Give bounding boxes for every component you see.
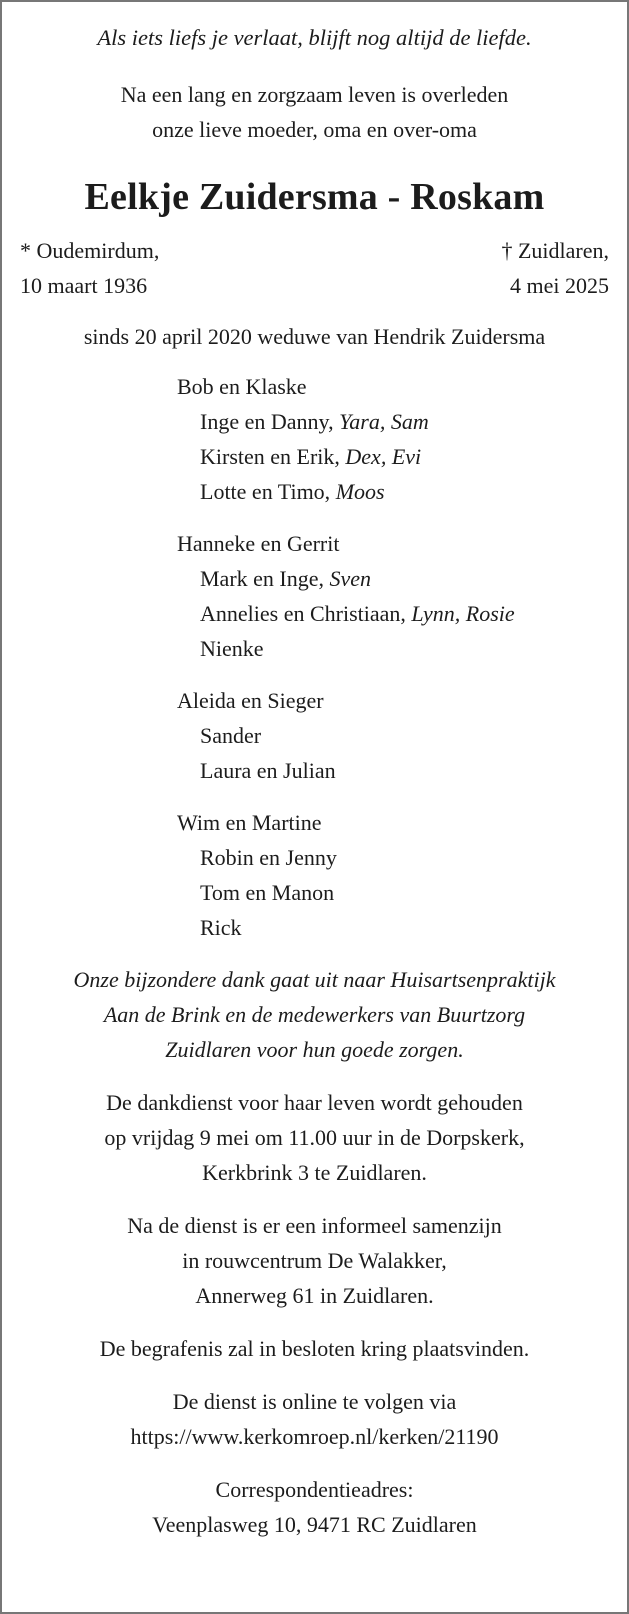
correspondence-address: Veenplasweg 10, 9471 RC Zuidlaren [152,1512,477,1537]
gathering-line: in rouwcentrum De Walakker, [182,1248,447,1273]
family-parents: Hanneke en Gerrit [177,531,340,556]
grandchildren-names: Dex, Evi [345,444,422,469]
thanks-line: Aan de Brink en de medewerkers van Buurtzorg [103,1002,526,1027]
intro-text [2,77,627,147]
intro-line: Na een lang en zorgzaam leven is overleden [120,82,509,107]
death-place: † Zuidlaren, [501,238,609,263]
family-child [177,840,627,875]
child-names: Kirsten en Erik, [200,444,346,469]
child-names: Rick [200,915,242,940]
child-names: Mark en Inge, [200,566,330,591]
death-date: 4 mei 2025 [510,273,609,298]
child-names: Lotte en Timo, [200,479,336,504]
family-group [177,526,627,666]
child-names: Nienke [200,636,264,661]
child-names: Annelies en Christiaan, [200,601,412,626]
grandchildren-names: Yara, Sam [339,409,429,434]
online-info [2,1384,627,1454]
family-child [177,753,627,788]
birth-date: 10 maart 1936 [20,273,148,298]
family-parents: Bob en Klaske [177,374,307,399]
grandchildren-names: Lynn, Rosie [411,601,515,626]
widow-line: sinds 20 april 2020 weduwe van Hendrik Zuidersma [83,324,546,349]
gathering-info [2,1208,627,1313]
life-dates [2,233,627,303]
service-info [2,1085,627,1190]
child-names: Laura en Julian [200,758,336,783]
family-child [177,875,627,910]
correspondence-info [2,1472,627,1542]
family-child [177,631,627,666]
intro-line: onze lieve moeder, oma en over-oma [152,117,477,142]
family-child [177,718,627,753]
family-child [177,474,627,509]
grandchildren-names: Moos [335,479,385,504]
service-line: De dankdienst voor haar leven wordt gehouden [106,1090,523,1115]
online-url: https://www.kerkomroep.nl/kerken/21190 [130,1424,499,1449]
thanks-line: Onze bijzondere dank gaat uit naar Huisartsenpraktijk [73,967,556,992]
motto: Als iets liefs je verlaat, blijft nog altijd de liefde. [97,25,532,50]
correspondence-label: Correspondentieadres: [215,1477,414,1502]
gathering-line: Na de dienst is er een informeel samenzijn [127,1213,502,1238]
birth-place: * Oudemirdum, [20,238,160,263]
child-names: Tom en Manon [200,880,335,905]
family-child [177,561,627,596]
birth-info [20,233,159,303]
deceased-name: Eelkje Zuidersma - Roskam [84,176,545,218]
child-names: Inge en Danny, [200,409,340,434]
family-parents: Aleida en Sieger [177,688,324,713]
child-names: Sander [200,723,262,748]
child-names: Robin en Jenny [200,845,337,870]
family-group [177,805,627,945]
family-child [177,404,627,439]
thanks-text [2,962,627,1067]
family-list [177,369,627,945]
gathering-line: Annerweg 61 in Zuidlaren. [195,1283,434,1308]
online-line: De dienst is online te volgen via [172,1389,457,1414]
family-child [177,910,627,945]
family-group [177,683,627,788]
service-line: op vrijdag 9 mei om 11.00 uur in de Dorpskerk, [104,1125,525,1150]
death-info [501,233,609,303]
family-child [177,596,627,631]
grandchildren-names: Sven [329,566,372,591]
thanks-line: Zuidlaren voor hun goede zorgen. [165,1037,464,1062]
family-parents: Wim en Martine [177,810,322,835]
family-group [177,369,627,509]
service-line: Kerkbrink 3 te Zuidlaren. [202,1160,427,1185]
burial-info: De begrafenis zal in besloten kring plaatsvinden. [99,1336,530,1361]
family-child [177,439,627,474]
